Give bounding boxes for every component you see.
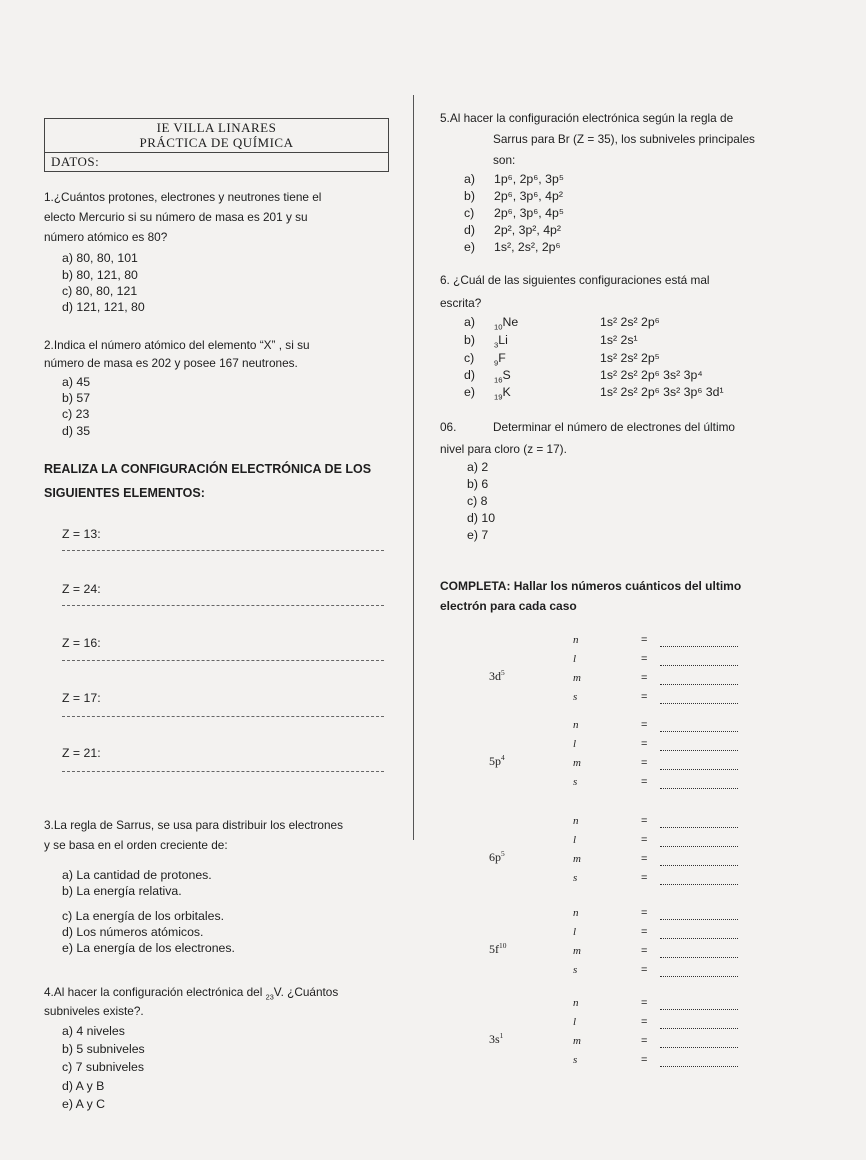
qn-label-l: l bbox=[573, 834, 577, 846]
school-name: IE VILLA LINARES bbox=[156, 120, 277, 135]
qn-label-n: n bbox=[573, 907, 579, 919]
qn-answer-blank[interactable] bbox=[660, 1009, 738, 1010]
q06-option-c: c) 8 bbox=[467, 494, 488, 508]
qn-answer-blank[interactable] bbox=[660, 919, 738, 920]
q1-option-d: d) 121, 121, 80 bbox=[62, 300, 145, 314]
qn-equals: = bbox=[641, 757, 648, 769]
q5-line-1: 5.Al hacer la configuración electrónica según la regla de bbox=[440, 111, 734, 125]
qn-label-m: m bbox=[573, 853, 581, 865]
q6-option-d-element: $_{16}$S bbox=[494, 368, 511, 385]
completa-title-2: electrón para cada caso bbox=[440, 599, 577, 613]
qn-answer-blank[interactable] bbox=[660, 1047, 738, 1048]
qn-equals: = bbox=[641, 672, 648, 684]
qn-answer-blank[interactable] bbox=[660, 884, 738, 885]
q4-option-a: a) 4 niveles bbox=[62, 1024, 125, 1038]
q5-option-d-text: 2p², 3p², 4p² bbox=[494, 223, 561, 237]
q4-option-c: c) 7 subniveles bbox=[62, 1060, 145, 1074]
q5-line-2: Sarrus para Br (Z = 35), los subniveles principales bbox=[493, 132, 755, 146]
qn-equals: = bbox=[641, 926, 648, 938]
qn-label-m: m bbox=[573, 757, 581, 769]
q4-option-b: b) 5 subniveles bbox=[62, 1042, 145, 1056]
config-z21-label: Z = 21: bbox=[62, 746, 101, 760]
config-z17-answer-line[interactable] bbox=[62, 716, 384, 717]
qn-label-s: s bbox=[573, 964, 578, 976]
q2-line-2: número de masa es 202 y posee 167 neutrones. bbox=[44, 356, 298, 370]
qn-equals: = bbox=[641, 815, 648, 827]
q6-option-b-element: $_3$Li bbox=[494, 333, 508, 350]
qn-answer-blank[interactable] bbox=[660, 1028, 738, 1029]
config-z16-label: Z = 16: bbox=[62, 636, 101, 650]
qn-answer-blank[interactable] bbox=[660, 1066, 738, 1067]
qn-equals: = bbox=[641, 653, 648, 665]
q3-option-e: e) La energía de los electrones. bbox=[62, 941, 235, 955]
qn-answer-blank[interactable] bbox=[660, 646, 738, 647]
qn-equals: = bbox=[641, 1016, 648, 1028]
q5-option-c-letter: c) bbox=[464, 206, 475, 220]
q1-option-c: c) 80, 80, 121 bbox=[62, 284, 138, 298]
qn-label-s: s bbox=[573, 1054, 578, 1066]
qn-equals: = bbox=[641, 634, 648, 646]
config-z24-label: Z = 24: bbox=[62, 582, 101, 596]
q2-option-d: d) 35 bbox=[62, 424, 91, 438]
q6-option-a-config: 1s² 2s² 2p⁶ bbox=[600, 315, 660, 329]
q5-option-e-letter: e) bbox=[464, 240, 475, 254]
qn-equals: = bbox=[641, 691, 648, 703]
q4-option-d: d) A y B bbox=[62, 1079, 105, 1093]
header-line bbox=[45, 152, 388, 153]
qn-label-m: m bbox=[573, 945, 581, 957]
qn-equals: = bbox=[641, 776, 648, 788]
qn-answer-blank[interactable] bbox=[660, 827, 738, 828]
q1-option-a: a) 80, 80, 101 bbox=[62, 251, 138, 265]
config-z24-answer-line[interactable] bbox=[62, 605, 384, 606]
q5-line-3: son: bbox=[493, 153, 516, 167]
q6-option-c-config: 1s² 2s² 2p⁵ bbox=[600, 351, 660, 365]
config-z17-label: Z = 17: bbox=[62, 691, 101, 705]
q6-option-b-config: 1s² 2s¹ bbox=[600, 333, 638, 347]
qn-equals: = bbox=[641, 1035, 648, 1047]
header-box bbox=[44, 118, 389, 172]
q06-option-e: e) 7 bbox=[467, 528, 489, 542]
q3-option-c: c) La energía de los orbitales. bbox=[62, 909, 225, 923]
qn-label-l: l bbox=[573, 653, 577, 665]
qn-answer-blank[interactable] bbox=[660, 865, 738, 866]
qn-answer-blank[interactable] bbox=[660, 684, 738, 685]
qn-label-l: l bbox=[573, 738, 577, 750]
qn-answer-blank[interactable] bbox=[660, 769, 738, 770]
completa-title-1: COMPLETA: Hallar los números cuánticos del ultimo bbox=[440, 579, 742, 593]
q06-option-a: a) 2 bbox=[467, 460, 489, 474]
q6-option-e-letter: e) bbox=[464, 385, 475, 399]
q2-option-a: a) 45 bbox=[62, 375, 91, 389]
q1-option-b: b) 80, 121, 80 bbox=[62, 268, 138, 282]
q2-option-b: b) 57 bbox=[62, 391, 91, 405]
q4-line-2: subniveles existe?. bbox=[44, 1004, 144, 1018]
qn-equals: = bbox=[641, 997, 648, 1009]
qn-label-m: m bbox=[573, 1035, 581, 1047]
q6-option-a-element: $_{10}$Ne bbox=[494, 315, 519, 332]
qn-equals: = bbox=[641, 1054, 648, 1066]
qn-answer-blank[interactable] bbox=[660, 703, 738, 704]
qn-label-s: s bbox=[573, 776, 578, 788]
q4-option-e: e) A y C bbox=[62, 1097, 106, 1111]
orbital-label: $5f^{10}$ bbox=[489, 941, 507, 956]
orbital-label: $6p^5$ bbox=[489, 849, 505, 864]
qn-answer-blank[interactable] bbox=[660, 957, 738, 958]
q2-line-1: 2.Indica el número atómico del elemento “X” , si su bbox=[44, 338, 310, 352]
qn-label-n: n bbox=[573, 815, 579, 827]
q3-line-2: y se basa en el orden creciente de: bbox=[44, 838, 228, 852]
qn-answer-blank[interactable] bbox=[660, 665, 738, 666]
qn-equals: = bbox=[641, 834, 648, 846]
qn-equals: = bbox=[641, 945, 648, 957]
q06-line-1: Determinar el número de electrones del último bbox=[493, 420, 735, 434]
q6-option-c-element: $_9$F bbox=[494, 351, 506, 368]
q6-option-d-letter: d) bbox=[464, 368, 475, 382]
q6-line-2: escrita? bbox=[440, 296, 482, 310]
q3-option-d: d) Los números atómicos. bbox=[62, 925, 204, 939]
qn-label-n: n bbox=[573, 997, 579, 1009]
q6-option-d-config: 1s² 2s² 2p⁶ 3s² 3p⁴ bbox=[600, 368, 703, 382]
qn-label-n: n bbox=[573, 634, 579, 646]
config-z13-answer-line[interactable] bbox=[62, 550, 384, 551]
qn-equals: = bbox=[641, 872, 648, 884]
column-divider bbox=[413, 95, 414, 840]
qn-label-n: n bbox=[573, 719, 579, 731]
q6-option-c-letter: c) bbox=[464, 351, 475, 365]
q06-number: 06. bbox=[440, 420, 457, 434]
qn-equals: = bbox=[641, 853, 648, 865]
config-title-1: REALIZA LA CONFIGURACIÓN ELECTRÓNICA DE LOS bbox=[44, 462, 372, 476]
qn-answer-blank[interactable] bbox=[660, 846, 738, 847]
q5-option-e-text: 1s², 2s², 2p⁶ bbox=[494, 240, 561, 254]
q6-option-b-letter: b) bbox=[464, 333, 475, 347]
q5-option-d-letter: d) bbox=[464, 223, 475, 237]
q5-option-a-text: 1p⁶, 2p⁶, 3p⁵ bbox=[494, 172, 564, 186]
qn-equals: = bbox=[641, 719, 648, 731]
qn-equals: = bbox=[641, 907, 648, 919]
q5-option-b-letter: b) bbox=[464, 189, 475, 203]
orbital-label: $5p^4$ bbox=[489, 753, 505, 768]
config-z21-answer-line[interactable] bbox=[62, 771, 384, 772]
datos-label: DATOS: bbox=[51, 154, 100, 169]
qn-label-l: l bbox=[573, 926, 577, 938]
q5-option-a-letter: a) bbox=[464, 172, 475, 186]
subject-title: PRÁCTICA DE QUÍMICA bbox=[139, 135, 294, 150]
orbital-label: $3d^5$ bbox=[489, 668, 505, 683]
q6-option-e-config: 1s² 2s² 2p⁶ 3s² 3p⁶ 3d¹ bbox=[600, 385, 724, 399]
q6-line-1: 6. ¿Cuál de las siguientes configuraciones está mal bbox=[440, 273, 710, 287]
qn-label-s: s bbox=[573, 872, 578, 884]
qn-answer-blank[interactable] bbox=[660, 731, 738, 732]
qn-equals: = bbox=[641, 964, 648, 976]
config-z16-answer-line[interactable] bbox=[62, 660, 384, 661]
orbital-label: $3s^1$ bbox=[489, 1031, 504, 1046]
qn-answer-blank[interactable] bbox=[660, 938, 738, 939]
q3-line-1: 3.La regla de Sarrus, se usa para distribuir los electrones bbox=[44, 818, 344, 832]
qn-answer-blank[interactable] bbox=[660, 750, 738, 751]
q2-option-c: c) 23 bbox=[62, 407, 90, 421]
q1-line-1: 1.¿Cuántos protones, electrones y neutrones tiene el bbox=[44, 190, 322, 204]
qn-label-l: l bbox=[573, 1016, 577, 1028]
config-title-2: SIGUIENTES ELEMENTOS: bbox=[44, 486, 205, 500]
q06-line-2: nivel para cloro (z = 17). bbox=[440, 442, 567, 456]
q1-line-3: número atómico es 80? bbox=[44, 230, 168, 244]
qn-label-m: m bbox=[573, 672, 581, 684]
q1-line-2: electo Mercurio si su número de masa es 201 y su bbox=[44, 210, 308, 224]
q5-option-c-text: 2p⁶, 3p⁶, 4p⁵ bbox=[494, 206, 564, 220]
q06-option-b: b) 6 bbox=[467, 477, 489, 491]
q5-option-b-text: 2p⁶, 3p⁶, 4p² bbox=[494, 189, 563, 203]
qn-answer-blank[interactable] bbox=[660, 976, 738, 977]
qn-equals: = bbox=[641, 738, 648, 750]
qn-label-s: s bbox=[573, 691, 578, 703]
q3-option-a: a) La cantidad de protones. bbox=[62, 868, 212, 882]
q4-line-1: 4.Al hacer la configuración electrónica del $_{23}$V. ¿Cuántos bbox=[44, 985, 339, 1002]
q6-option-e-element: $_{19}$K bbox=[494, 385, 511, 402]
q06-option-d: d) 10 bbox=[467, 511, 496, 525]
config-z13-label: Z = 13: bbox=[62, 527, 101, 541]
q6-option-a-letter: a) bbox=[464, 315, 475, 329]
q3-option-b: b) La energía relativa. bbox=[62, 884, 182, 898]
qn-answer-blank[interactable] bbox=[660, 788, 738, 789]
